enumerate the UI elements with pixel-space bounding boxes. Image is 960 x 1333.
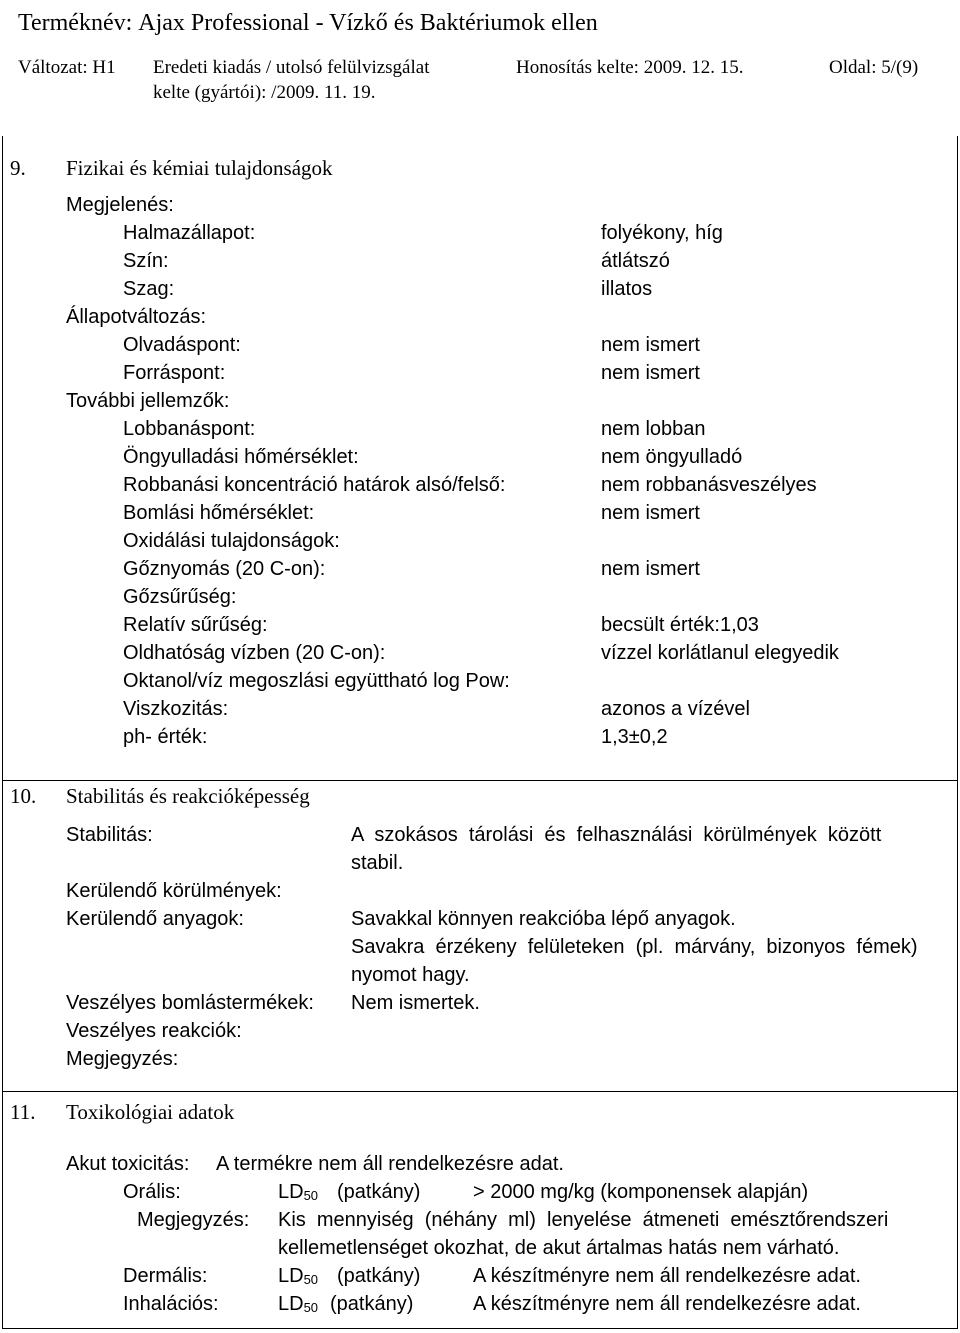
property-label: Oxidálási tulajdonságok: <box>123 530 340 552</box>
oral-ld-sub: 50 <box>303 1188 319 1203</box>
revision-date: kelte (gyártói): /2009. 11. 19. <box>153 82 376 103</box>
property-label: Szín: <box>123 250 169 272</box>
property-label: Megjelenés: <box>66 194 174 216</box>
hazardous-reactions-label: Veszélyes reakciók: <box>66 1020 242 1042</box>
property-value: nem ismert <box>601 502 700 524</box>
oral-ld: LD <box>278 1181 304 1203</box>
inhalation-ld: LD <box>278 1293 304 1315</box>
property-value: folyékony, híg <box>601 222 723 244</box>
property-label: Forráspont: <box>123 362 226 384</box>
section-11-number: 11. <box>10 1100 36 1124</box>
property-label: Gőznyomás (20 C-on): <box>123 558 326 580</box>
property-value: 1,3±0,2 <box>601 726 668 748</box>
toxicity-note-label: Megjegyzés: <box>137 1209 250 1231</box>
property-label: ph- érték: <box>123 726 208 748</box>
property-value: illatos <box>601 278 653 300</box>
section-divider-10 <box>2 780 957 781</box>
oral-species: (patkány) <box>337 1181 421 1203</box>
inhalation-species: (patkány) <box>330 1293 414 1315</box>
property-label: Oldhatóság vízben (20 C-on): <box>123 642 386 664</box>
stability-label: Stabilitás: <box>66 824 153 846</box>
property-value: vízzel korlátlanul elegyedik <box>601 642 839 664</box>
property-label: Öngyulladási hőmérséklet: <box>123 446 359 468</box>
product-name: Ajax Professional - Vízkő és Baktériumok ellen <box>138 10 598 36</box>
dermal-value: A készítményre nem áll rendelkezésre adat. <box>473 1265 861 1287</box>
avoid-materials-label: Kerülendő anyagok: <box>66 908 244 930</box>
property-value: nem öngyulladó <box>601 446 743 468</box>
section-9-title: Fizikai és kémiai tulajdonságok <box>66 156 333 180</box>
oral-label: Orális: <box>123 1181 181 1203</box>
dermal-ld50 <box>278 1265 318 1288</box>
property-value: nem lobban <box>601 418 706 440</box>
toxicity-note-line1: Kis mennyiség (néhány ml) lenyelése átmeneti emésztőrendszeri <box>278 1209 889 1231</box>
property-label: Olvadáspont: <box>123 334 241 356</box>
dermal-ld-sub: 50 <box>303 1272 319 1287</box>
inhalation-value: A készítményre nem áll rendelkezésre adat. <box>473 1293 861 1315</box>
section-9-number: 9. <box>10 156 26 180</box>
property-label: Állapotváltozás: <box>66 306 207 328</box>
property-label: Oktanol/víz megoszlási együttható log Pow: <box>123 670 510 692</box>
property-label: Halmazállapot: <box>123 222 256 244</box>
avoid-conditions-label: Kerülendő körülmények: <box>66 880 282 902</box>
acute-toxicity-value: A termékre nem áll rendelkezésre adat. <box>216 1153 564 1175</box>
section-10-number: 10. <box>10 784 37 808</box>
property-value: azonos a vízével <box>601 698 750 720</box>
avoid-materials-line3: nyomot hagy. <box>351 964 470 986</box>
property-label: Lobbanáspont: <box>123 418 256 440</box>
oral-ld50 <box>278 1181 318 1204</box>
stability-value-line1: A szokásos tárolási és felhasználási körülmények között <box>351 824 882 846</box>
property-value: becsült érték:1,03 <box>601 614 759 636</box>
avoid-materials-line1: Savakkal könnyen reakcióba lépő anyagok. <box>351 908 736 930</box>
dermal-label: Dermális: <box>123 1265 208 1287</box>
localization-date: Honosítás kelte: 2009. 12. 15. <box>516 57 744 78</box>
document-title <box>18 10 598 37</box>
avoid-materials-line2: Savakra érzékeny felületeken (pl. márvány, bizonyos fémek) <box>351 936 918 958</box>
property-label: Bomlási hőmérséklet: <box>123 502 315 524</box>
property-value: nem robbanásveszélyes <box>601 474 817 496</box>
dermal-ld: LD <box>278 1265 304 1287</box>
property-label: Gőzsűrűség: <box>123 586 237 608</box>
property-label: Viszkozitás: <box>123 698 229 720</box>
property-value: átlátszó <box>601 250 670 272</box>
section-divider-11 <box>2 1091 957 1092</box>
property-label: További jellemzők: <box>66 390 230 412</box>
property-label: Szag: <box>123 278 175 300</box>
toxicity-note-line2: kellemetlenséget okozhat, de akut ártalmas hatás nem várható. <box>278 1237 840 1259</box>
inhalation-ld50 <box>278 1293 318 1316</box>
version-label: Változat: H1 <box>18 57 116 78</box>
inhalation-label: Inhalációs: <box>123 1293 219 1315</box>
property-value: nem ismert <box>601 334 700 356</box>
property-label: Robbanási koncentráció határok alsó/felső: <box>123 474 506 496</box>
inhalation-ld-sub: 50 <box>303 1300 319 1315</box>
section-11-title: Toxikológiai adatok <box>66 1100 235 1124</box>
acute-toxicity-label: Akut toxicitás: <box>66 1153 190 1175</box>
section-10-title: Stabilitás és reakcióképesség <box>66 784 310 808</box>
title-prefix: Terméknév: <box>18 10 139 36</box>
page-number: Oldal: 5/(9) <box>829 57 919 78</box>
property-value: nem ismert <box>601 558 700 580</box>
property-value: nem ismert <box>601 362 700 384</box>
dermal-species: (patkány) <box>337 1265 421 1287</box>
section-10-note-label: Megjegyzés: <box>66 1048 179 1070</box>
revision-label: Eredeti kiadás / utolsó felülvizsgálat <box>153 57 430 78</box>
decomposition-label: Veszélyes bomlástermékek: <box>66 992 314 1014</box>
property-label: Relatív sűrűség: <box>123 614 268 636</box>
oral-value: > 2000 mg/kg (komponensek alapján) <box>473 1181 809 1203</box>
stability-value-line2: stabil. <box>351 852 404 874</box>
decomposition-value: Nem ismertek. <box>351 992 480 1014</box>
